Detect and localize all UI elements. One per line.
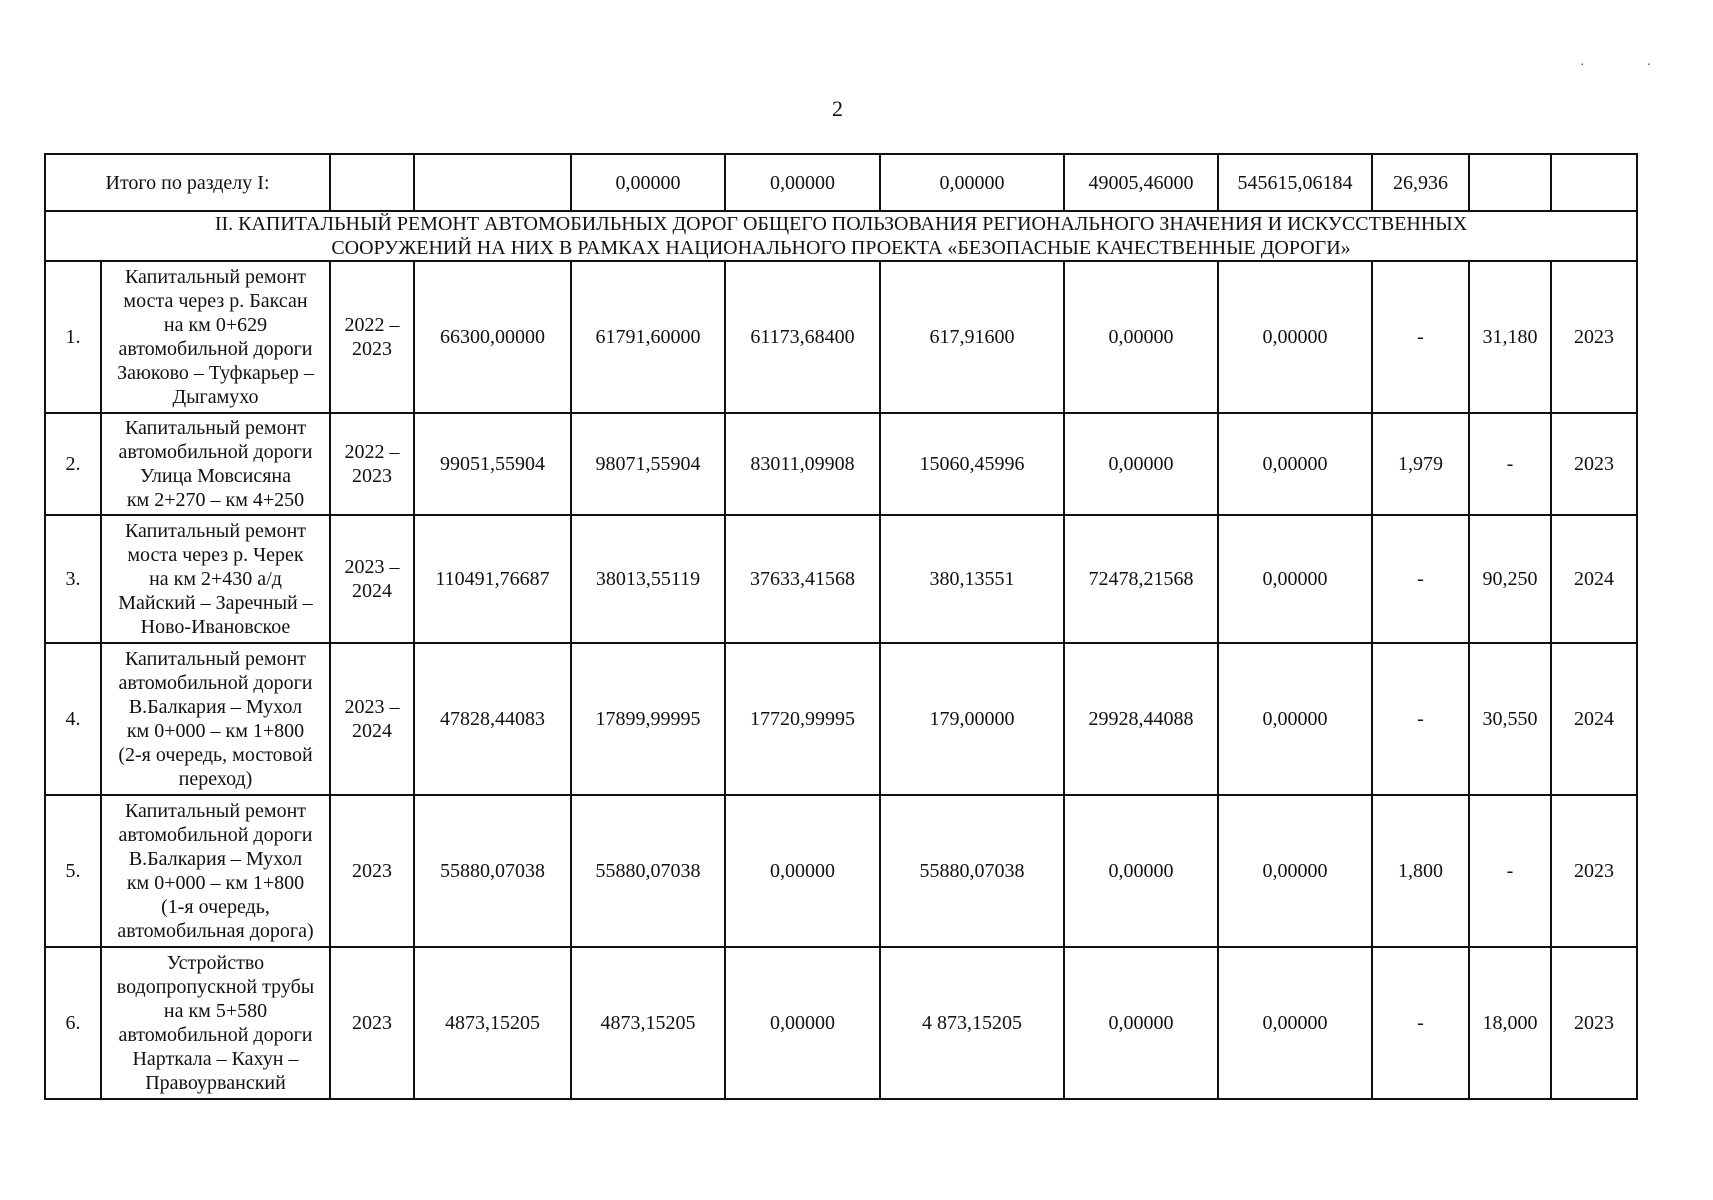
value-cell: 38013,55119 bbox=[571, 515, 725, 643]
year-cell: 2023 bbox=[1551, 795, 1637, 947]
total-cell: 49005,46000 bbox=[1064, 154, 1218, 211]
object-name-line: км 2+270 – км 4+250 bbox=[126, 489, 305, 511]
object-name-line: автомобильной дороги bbox=[118, 1024, 313, 1046]
value-cell: 4873,15205 bbox=[571, 947, 725, 1099]
object-name-line: (1-я очередь, bbox=[161, 896, 270, 918]
total-label: Итого по разделу I: bbox=[45, 154, 330, 211]
period-line: 2023 – bbox=[344, 556, 400, 578]
object-name-line: переход) bbox=[178, 768, 253, 790]
period bbox=[330, 947, 414, 1099]
period-line: 2023 – bbox=[344, 696, 400, 718]
object-name bbox=[101, 261, 330, 413]
year-cell: 2023 bbox=[1551, 947, 1637, 1099]
period bbox=[330, 413, 414, 515]
table-row bbox=[45, 261, 1637, 413]
object-name-line: моста через р. Баксан bbox=[123, 290, 308, 312]
value-cell: 380,13551 bbox=[880, 515, 1064, 643]
total-cell-empty bbox=[1469, 154, 1551, 211]
period-line: 2023 bbox=[352, 1012, 392, 1034]
value-cell: 0,00000 bbox=[725, 947, 880, 1099]
period bbox=[330, 261, 414, 413]
scan-marks bbox=[1580, 58, 1713, 74]
value-cell: 0,00000 bbox=[725, 795, 880, 947]
object-name-line: автомобильная дорога) bbox=[117, 920, 314, 942]
value-cell: - bbox=[1372, 261, 1469, 413]
value-cell: 90,250 bbox=[1469, 515, 1551, 643]
total-cell: 0,00000 bbox=[571, 154, 725, 211]
table-row bbox=[45, 515, 1637, 643]
value-cell: - bbox=[1372, 947, 1469, 1099]
object-name-line: Улица Мовсисяна bbox=[139, 465, 291, 487]
value-cell: 0,00000 bbox=[1218, 515, 1372, 643]
value-cell: 98071,55904 bbox=[571, 413, 725, 515]
value-cell: 55880,07038 bbox=[414, 795, 571, 947]
row-number: 2. bbox=[45, 413, 101, 515]
object-name-line: Капитальный ремонт bbox=[124, 520, 307, 542]
object-name-line: Майский – Заречный – bbox=[118, 592, 313, 614]
row-number: 1. bbox=[45, 261, 101, 413]
row-number: 4. bbox=[45, 643, 101, 795]
year-cell: 2023 bbox=[1551, 261, 1637, 413]
object-name-line: В.Балкария – Мухол bbox=[128, 848, 303, 870]
total-cell: 0,00000 bbox=[880, 154, 1064, 211]
scan-mark: · bbox=[1580, 58, 1647, 73]
value-cell: - bbox=[1372, 643, 1469, 795]
value-cell: 37633,41568 bbox=[725, 515, 880, 643]
object-name-line: на км 5+580 bbox=[163, 1000, 268, 1022]
row-number: 3. bbox=[45, 515, 101, 643]
section-title-line: СООРУЖЕНИЙ НА НИХ В РАМКАХ НАЦИОНАЛЬНОГО ПРОЕКТА «БЕЗОПАСНЫЕ КАЧЕСТВЕННЫЕ ДОРОГИ» bbox=[331, 237, 1351, 259]
object-name bbox=[101, 643, 330, 795]
table-row bbox=[45, 413, 1637, 515]
table-row bbox=[45, 947, 1637, 1099]
object-name-line: (2-я очередь, мостовой bbox=[118, 744, 313, 766]
period-line: 2022 – bbox=[344, 441, 400, 463]
object-name-line: Правоурванский bbox=[145, 1072, 286, 1094]
value-cell: 18,000 bbox=[1469, 947, 1551, 1099]
object-name-line: моста через р. Черек bbox=[127, 544, 304, 566]
scan-mark: · bbox=[1646, 58, 1713, 73]
object-name-line: В.Балкария – Мухол bbox=[128, 696, 303, 718]
object-name-line: Капитальный ремонт bbox=[124, 800, 307, 822]
period-line: 2023 bbox=[352, 860, 392, 882]
object-name-line: Заюково – Туфкарьер – bbox=[117, 362, 314, 384]
value-cell: 15060,45996 bbox=[880, 413, 1064, 515]
value-cell: - bbox=[1372, 515, 1469, 643]
table-row bbox=[45, 643, 1637, 795]
value-cell: 55880,07038 bbox=[880, 795, 1064, 947]
period bbox=[330, 795, 414, 947]
page-number: 2 bbox=[832, 96, 843, 121]
object-name bbox=[101, 413, 330, 515]
period-line: 2024 bbox=[352, 580, 392, 602]
object-name-line: Дыгамухо bbox=[172, 386, 259, 408]
value-cell: 0,00000 bbox=[1218, 413, 1372, 515]
value-cell: 99051,55904 bbox=[414, 413, 571, 515]
object-name-line: автомобильной дороги bbox=[118, 824, 313, 846]
object-name-line: Ново-Ивановское bbox=[140, 616, 291, 638]
value-cell: 17899,99995 bbox=[571, 643, 725, 795]
value-cell: 61791,60000 bbox=[571, 261, 725, 413]
section-title bbox=[45, 211, 1637, 261]
object-name-line: км 0+000 – км 1+800 bbox=[126, 720, 305, 742]
value-cell: 179,00000 bbox=[880, 643, 1064, 795]
value-cell: 47828,44083 bbox=[414, 643, 571, 795]
value-cell: 29928,44088 bbox=[1064, 643, 1218, 795]
object-name-line: Нарткала – Кахун – bbox=[132, 1048, 299, 1070]
table-row bbox=[45, 795, 1637, 947]
total-cell: 0,00000 bbox=[725, 154, 880, 211]
value-cell: 0,00000 bbox=[1218, 261, 1372, 413]
value-cell: 4 873,15205 bbox=[880, 947, 1064, 1099]
object-name bbox=[101, 515, 330, 643]
value-cell: - bbox=[1469, 413, 1551, 515]
value-cell: 66300,00000 bbox=[414, 261, 571, 413]
period bbox=[330, 515, 414, 643]
object-name-line: Капитальный ремонт bbox=[124, 266, 307, 288]
value-cell: 0,00000 bbox=[1064, 947, 1218, 1099]
total-cell: 545615,06184 bbox=[1218, 154, 1372, 211]
value-cell: 0,00000 bbox=[1064, 261, 1218, 413]
object-name-line: км 0+000 – км 1+800 bbox=[126, 872, 305, 894]
value-cell: 617,91600 bbox=[880, 261, 1064, 413]
period-line: 2023 bbox=[352, 465, 392, 487]
value-cell: 1,800 bbox=[1372, 795, 1469, 947]
total-cell-empty bbox=[330, 154, 414, 211]
period bbox=[330, 643, 414, 795]
object-name-line: Капитальный ремонт bbox=[124, 417, 307, 439]
object-name-line: на км 0+629 bbox=[163, 314, 268, 336]
row-number: 5. bbox=[45, 795, 101, 947]
value-cell: 31,180 bbox=[1469, 261, 1551, 413]
value-cell: 0,00000 bbox=[1064, 413, 1218, 515]
value-cell: 61173,68400 bbox=[725, 261, 880, 413]
row-number: 6. bbox=[45, 947, 101, 1099]
value-cell: 0,00000 bbox=[1218, 795, 1372, 947]
total-cell-empty bbox=[414, 154, 571, 211]
object-name bbox=[101, 795, 330, 947]
total-cell-empty bbox=[1551, 154, 1637, 211]
total-cell: 26,936 bbox=[1372, 154, 1469, 211]
object-name-line: Капитальный ремонт bbox=[124, 648, 307, 670]
value-cell: 0,00000 bbox=[1218, 947, 1372, 1099]
value-cell: 4873,15205 bbox=[414, 947, 571, 1099]
object-name-line: автомобильной дороги bbox=[118, 441, 313, 463]
object-name-line: автомобильной дороги bbox=[118, 338, 313, 360]
value-cell: 17720,99995 bbox=[725, 643, 880, 795]
year-cell: 2023 bbox=[1551, 413, 1637, 515]
period-line: 2024 bbox=[352, 720, 392, 742]
value-cell: 0,00000 bbox=[1218, 643, 1372, 795]
value-cell: 72478,21568 bbox=[1064, 515, 1218, 643]
year-cell: 2024 bbox=[1551, 515, 1637, 643]
value-cell: 55880,07038 bbox=[571, 795, 725, 947]
road-repair-table bbox=[44, 153, 1638, 1100]
year-cell: 2024 bbox=[1551, 643, 1637, 795]
value-cell: 0,00000 bbox=[1064, 795, 1218, 947]
section-total-row bbox=[45, 154, 1637, 211]
period-line: 2023 bbox=[352, 338, 392, 360]
value-cell: - bbox=[1469, 795, 1551, 947]
object-name-line: на км 2+430 а/д bbox=[149, 568, 282, 590]
value-cell: 83011,09908 bbox=[725, 413, 880, 515]
value-cell: 30,550 bbox=[1469, 643, 1551, 795]
value-cell: 110491,76687 bbox=[414, 515, 571, 643]
object-name-line: водопропускной трубы bbox=[116, 976, 315, 998]
value-cell: 1,979 bbox=[1372, 413, 1469, 515]
period-line: 2022 – bbox=[344, 314, 400, 336]
object-name bbox=[101, 947, 330, 1099]
object-name-line: автомобильной дороги bbox=[118, 672, 313, 694]
section-header-row bbox=[45, 211, 1637, 261]
section-title-line: II. КАПИТАЛЬНЫЙ РЕМОНТ АВТОМОБИЛЬНЫХ ДОРОГ ОБЩЕГО ПОЛЬЗОВАНИЯ РЕГИОНАЛЬНОГО ЗНАЧЕНИЯ И ИСКУССТВЕННЫХ bbox=[214, 213, 1468, 235]
object-name-line: Устройство bbox=[166, 952, 265, 974]
